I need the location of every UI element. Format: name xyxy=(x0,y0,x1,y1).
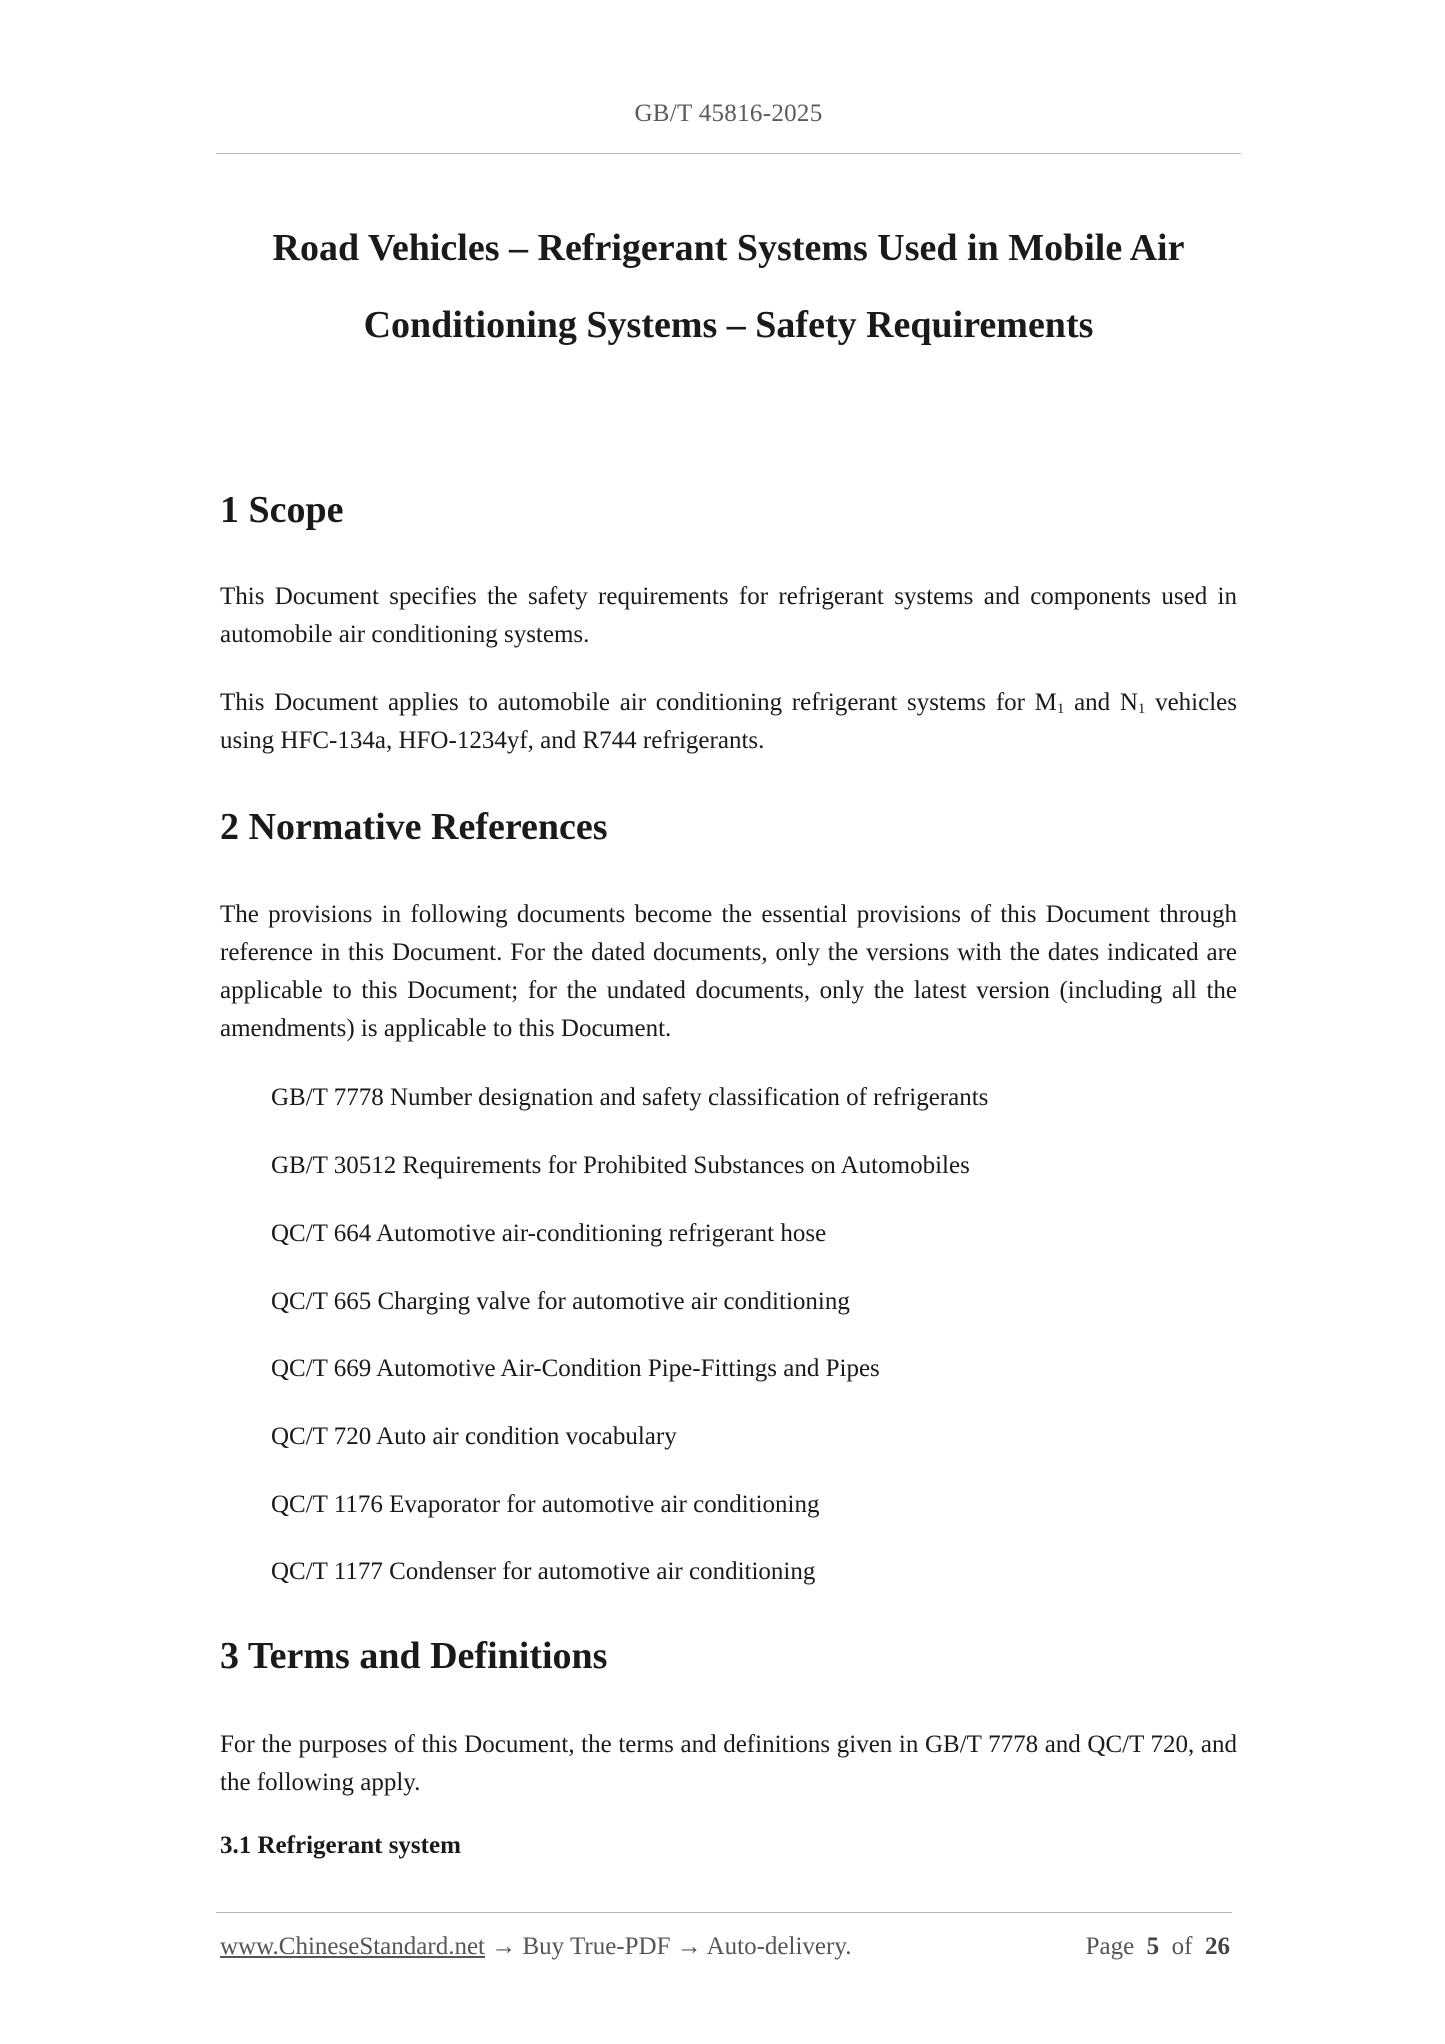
scope-p2-text-b: and N xyxy=(1064,689,1138,716)
arrow-right-icon: → xyxy=(491,1933,517,1960)
footer-promo xyxy=(220,1933,851,1961)
reference-item: QC/T 664 Automotive air-conditioning refrigerant hose xyxy=(271,1220,827,1247)
reference-item: QC/T 665 Charging valve for automotive air conditioning xyxy=(271,1288,850,1315)
section-heading-scope: 1 Scope xyxy=(220,489,344,531)
terms-intro-paragraph: For the purposes of this Document, the terms and definitions given in GB/T 7778 and QC/T 720, and the following apply. xyxy=(220,1731,1237,1796)
header-divider xyxy=(216,153,1241,154)
scope-p2-text-a: This Document applies to automobile air conditioning refrigerant systems for M xyxy=(220,689,1057,716)
reference-item: QC/T 720 Auto air condition vocabulary xyxy=(271,1423,677,1450)
reference-item: QC/T 669 Automotive Air-Condition Pipe-Fittings and Pipes xyxy=(271,1355,880,1382)
section-heading-normative-references: 2 Normative References xyxy=(220,806,608,848)
of-label: of xyxy=(1171,1933,1193,1960)
buy-pdf-text: Buy True-PDF xyxy=(522,1933,671,1960)
reference-item: QC/T 1176 Evaporator for automotive air conditioning xyxy=(271,1491,820,1518)
footer-divider xyxy=(216,1912,1232,1913)
subsection-heading-refrigerant-system: 3.1 Refrigerant system xyxy=(220,1832,461,1859)
scope-p2-text-c: vehicles using HFC-134a, HFO-1234yf, and R744 refrigerants. xyxy=(220,689,1237,754)
reference-item: GB/T 30512 Requirements for Prohibited Substances on Automobiles xyxy=(271,1152,970,1179)
arrow-right-icon: → xyxy=(676,1933,702,1960)
total-page-count: 26 xyxy=(1205,1933,1230,1960)
reference-item: GB/T 7778 Number designation and safety classification of refrigerants xyxy=(271,1084,989,1111)
current-page-number: 5 xyxy=(1146,1933,1160,1960)
normative-intro-paragraph: The provisions in following documents become the essential provisions of this Document through reference in this Document. For the dated documents, only the versions with the dates indicated are applicable to this Document; for the undated documents, only the latest version (including all the amendments) is applicable to this Document. xyxy=(220,901,1237,1042)
section-heading-terms-definitions: 3 Terms and Definitions xyxy=(220,1635,608,1677)
scope-p2-subscript-2: 1 xyxy=(1137,701,1146,717)
page-label: Page xyxy=(1085,1933,1135,1960)
page-indicator xyxy=(1086,1933,1230,1961)
scope-paragraph-1: This Document specifies the safety requirements for refrigerant systems and components used in automobile air conditioning systems. xyxy=(220,583,1237,648)
auto-delivery-text: Auto-delivery. xyxy=(706,1933,852,1960)
scope-p2-subscript-1: 1 xyxy=(1056,701,1065,717)
document-title xyxy=(216,210,1241,364)
website-link[interactable]: www.ChineseStandard.net xyxy=(220,1933,485,1960)
document-code-header: GB/T 45816-2025 xyxy=(634,100,823,127)
scope-paragraph-2 xyxy=(220,684,1237,760)
reference-item: QC/T 1177 Condenser for automotive air conditioning xyxy=(271,1558,816,1585)
title-line-2: Conditioning Systems – Safety Requirements xyxy=(363,304,1094,346)
title-line-1: Road Vehicles – Refrigerant Systems Used in Mobile Air xyxy=(272,227,1185,269)
